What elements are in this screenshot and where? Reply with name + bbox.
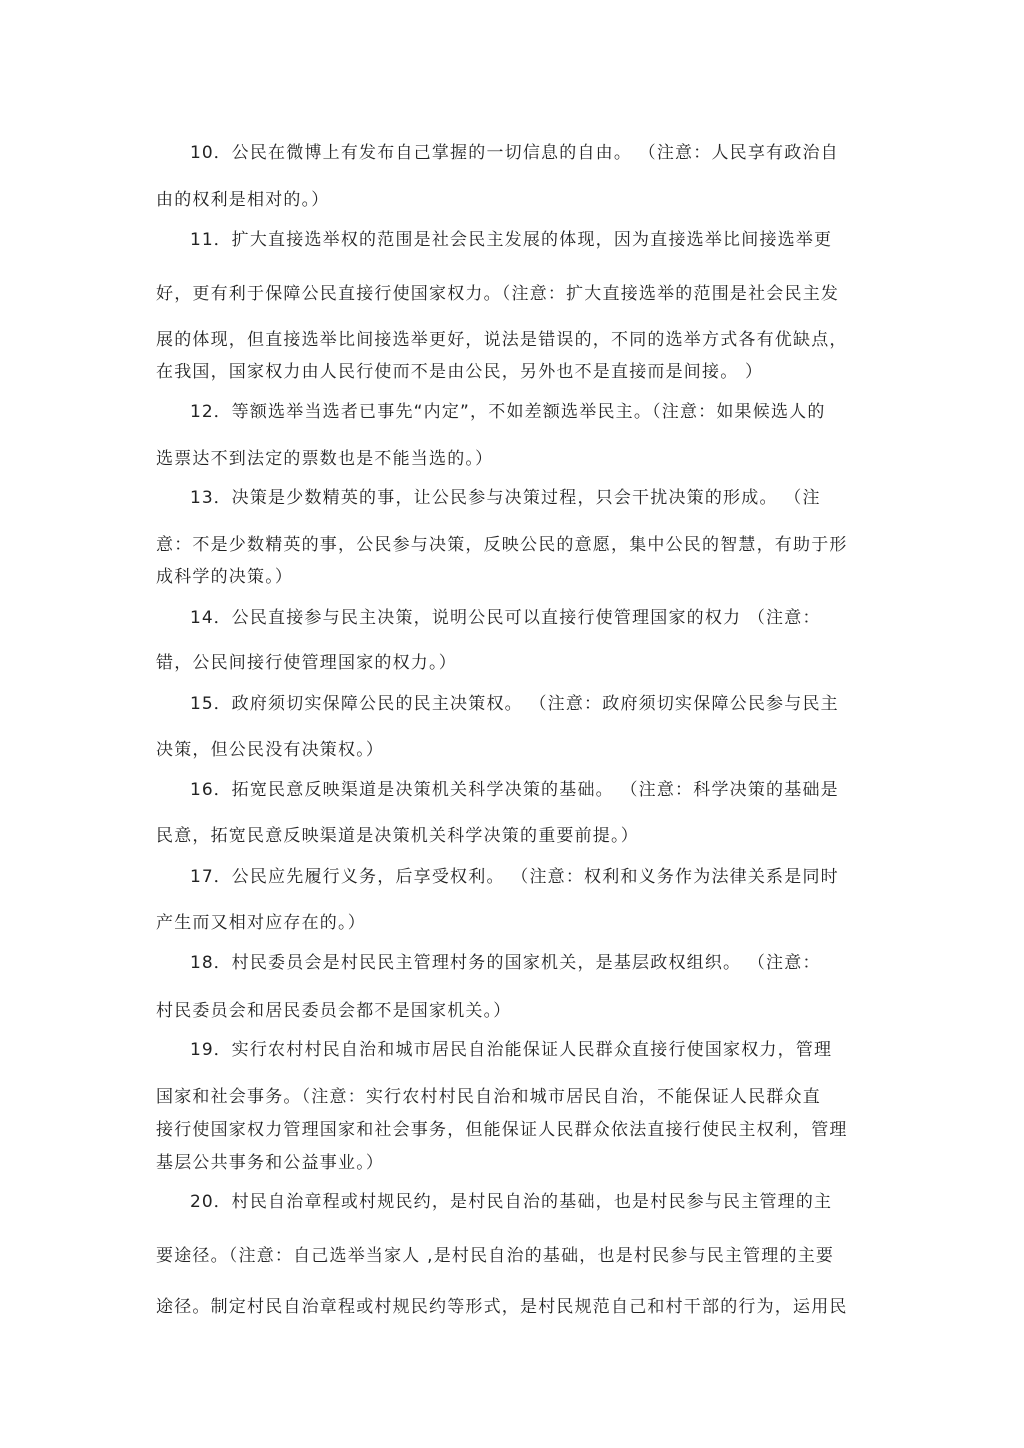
item-14-line-1 <box>190 607 868 629</box>
item-15-line-2: 决策，但公民没有决策权。） <box>156 740 385 760</box>
item-12-line-1 <box>190 401 868 423</box>
item-13-line-2: 意：不是少数精英的事，公民参与决策，反映公民的意愿，集中公民的智慧，有助于形 <box>156 535 848 555</box>
item-number: 17． <box>190 867 232 887</box>
item-17-line-1 <box>190 866 868 888</box>
item-number: 13． <box>190 488 232 508</box>
item-16-line-2: 民意，拓宽民意反映渠道是决策机关科学决策的重要前提。） <box>156 826 639 846</box>
item-10-line-2: 由的权利是相对的。） <box>156 190 330 210</box>
item-16-line-1 <box>190 779 868 801</box>
item-11-line-2: 好，更有利于保障公民直接行使国家权力。（注意：扩大直接选举的范围是社会民主发 <box>156 284 840 304</box>
item-10-line-1 <box>190 142 868 164</box>
item-text: 村民自治章程或村规民约，是村民自治的基础，也是村民参与民主管理的主 <box>231 1192 833 1212</box>
item-number: 11． <box>190 230 232 250</box>
item-12-line-2: 选票达不到法定的票数也是不能当选的。） <box>156 449 494 469</box>
item-number: 20． <box>190 1192 232 1212</box>
item-text: 实行农村村民自治和城市居民自治能保证人民群众直接行使国家权力，管理 <box>231 1040 833 1060</box>
item-11-line-1 <box>190 229 868 251</box>
item-number: 18． <box>190 953 232 973</box>
item-19-line-4: 基层公共事务和公益事业。） <box>156 1153 385 1173</box>
item-18-line-2: 村民委员会和居民委员会都不是国家机关。） <box>156 1001 512 1021</box>
item-18-line-1 <box>190 952 868 974</box>
item-20-line-2: 要途径。（注意：自己选举当家人 ,是村民自治的基础，也是村民参与民主管理的主要 <box>156 1246 835 1266</box>
item-15-line-1 <box>190 693 868 715</box>
item-text: 公民应先履行义务，后享受权利。 （注意：权利和义务作为法律关系是同时 <box>231 867 839 887</box>
item-number: 14． <box>190 608 232 628</box>
item-13-line-3: 成科学的决策。） <box>156 567 294 587</box>
item-17-line-2: 产生而又相对应存在的。） <box>156 913 366 933</box>
item-19-line-3: 接行使国家权力管理国家和社会事务，但能保证人民群众依法直接行使民主权利，管理 <box>156 1120 848 1140</box>
item-14-line-2: 错，公民间接行使管理国家的权力。） <box>156 653 457 673</box>
item-text: 村民委员会是村民民主管理村务的国家机关，是基层政权组织。 （注意： <box>231 953 821 973</box>
item-number: 15． <box>190 694 232 714</box>
item-11-line-4: 在我国，国家权力由人民行使而不是由公民，另外也不是直接而是间接。 ） <box>156 362 764 382</box>
item-20-line-3: 途径。制定村民自治章程或村规民约等形式，是村民规范自己和村干部的行为，运用民 <box>156 1297 848 1317</box>
item-text: 拓宽民意反映渠道是决策机关科学决策的基础。 （注意：科学决策的基础是 <box>231 780 839 800</box>
item-number: 12． <box>190 402 232 422</box>
item-11-line-3: 展的体现，但直接选举比间接选举更好，说法是错误的，不同的选举方式各有优缺点， <box>156 330 848 350</box>
item-text: 决策是少数精英的事，让公民参与决策过程，只会干扰决策的形成。 （注 <box>231 488 821 508</box>
item-text: 公民在微博上有发布自己掌握的一切信息的自由。 （注意：人民享有政治自 <box>231 143 839 163</box>
item-13-line-1 <box>190 487 868 509</box>
item-20-line-1 <box>190 1191 868 1213</box>
item-number: 10． <box>190 143 232 163</box>
item-19-line-2: 国家和社会事务。（注意：实行农村村民自治和城市居民自治，不能保证人民群众直 <box>156 1087 821 1107</box>
item-19-line-1 <box>190 1039 868 1061</box>
item-number: 19． <box>190 1040 232 1060</box>
item-text: 政府须切实保障公民的民主决策权。 （注意：政府须切实保障公民参与民主 <box>231 694 839 714</box>
item-text: 等额选举当选者已事先“内定”，不如差额选举民主。（注意：如果候选人的 <box>231 402 826 422</box>
item-number: 16． <box>190 780 232 800</box>
item-text: 扩大直接选举权的范围是社会民主发展的体现，因为直接选举比间接选举更 <box>231 230 833 250</box>
item-text: 公民直接参与民主决策，说明公民可以直接行使管理国家的权力 （注意： <box>231 608 821 628</box>
